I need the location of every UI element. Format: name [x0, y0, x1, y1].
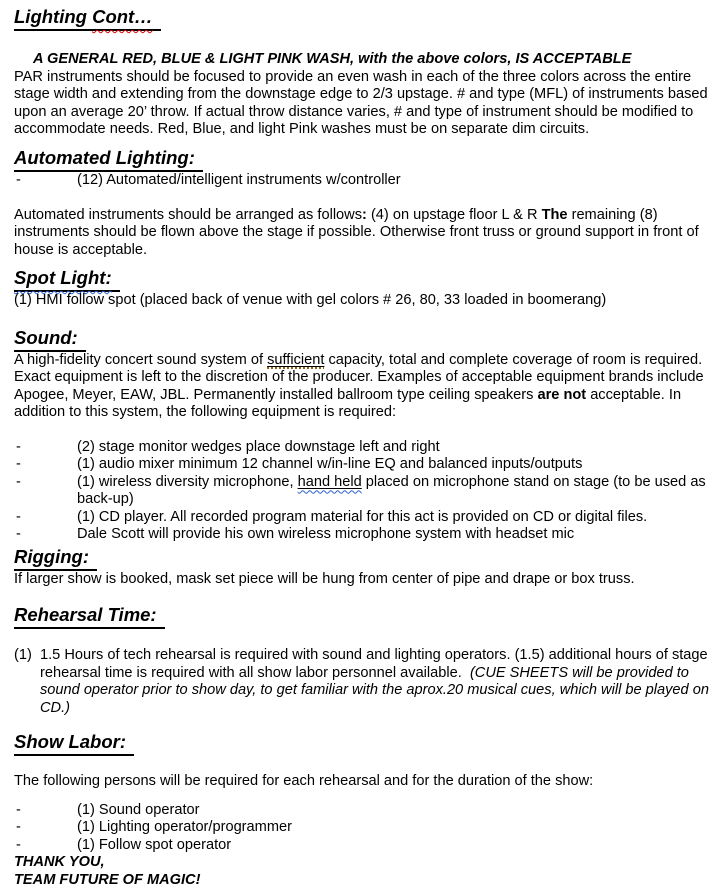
closing-line-team: TEAM FUTURE OF MAGIC! — [14, 872, 714, 889]
heading-text: Show Labor: — [14, 731, 126, 752]
list-item — [14, 474, 714, 509]
list-item-text: (1) Sound operator — [77, 802, 200, 818]
section-heading-rehearsal-time — [14, 604, 714, 629]
list-item — [14, 439, 714, 457]
list-item — [14, 526, 714, 544]
numbered-item-text — [40, 647, 712, 716]
heading-underline — [14, 267, 120, 292]
section-heading-lighting-cont — [14, 6, 714, 31]
automated-paragraph — [14, 207, 714, 260]
section-heading-show-labor — [14, 731, 714, 756]
list-dash: - — [16, 474, 21, 492]
grammar-flagged-phrase: hand held — [298, 474, 362, 490]
list-item-text: Dale Scott will provide his own wireless microphone system with headset mic — [77, 526, 574, 542]
text-run: 1.5 Hours of tech rehearsal is required with sound and lighting operators. (1.5) additional hours of stage rehearsal time is required with all show labor personnel available. — [40, 647, 712, 681]
underlined-word — [267, 352, 324, 368]
heading-underline — [14, 731, 134, 756]
heading-underline — [14, 546, 97, 571]
text-run: A high-fidelity concert sound system of — [14, 352, 267, 368]
heading-underline — [14, 6, 161, 31]
section-heading-automated-lighting — [14, 147, 714, 172]
show-labor-intro: The following persons will be required for each rehearsal and for the duration of the show: — [14, 773, 714, 791]
list-item-text: (1) Follow spot operator — [77, 837, 231, 853]
spot-light-line: (1) HMI follow spot (placed back of venue with gel colors # 26, 80, 33 loaded in boomerang) — [14, 292, 714, 310]
misspelled-word: Cont… — [92, 6, 153, 27]
list-dash: - — [16, 802, 21, 820]
show-labor-list — [14, 802, 714, 855]
heading-underline — [14, 604, 165, 629]
lighting-paragraph: PAR instruments should be focused to provide an even wash in each of the three colors across the entire stage width and extending from the downstage edge to 2/3 upstage. # and type (MFL) of instruments based upon an average 20’ throw. If actual throw distance varies, # and type of instrument should be modified to accommodate needs. Red, Blue, and light Pink washes must be on separate dim circuits. — [14, 69, 714, 139]
list-item-text: (12) Automated/intelligent instruments w/controller — [77, 172, 401, 188]
underlined-phrase — [298, 474, 362, 490]
section-heading-sound — [14, 327, 714, 352]
text-run: (4) on upstage floor L & R — [367, 207, 542, 223]
list-dash: - — [16, 526, 21, 544]
heading-text: Rehearsal Time: — [14, 604, 157, 625]
list-item — [14, 802, 714, 820]
heading-underline — [14, 147, 203, 172]
text-run: remaining (8) instruments should be flown above the stage if possible. Otherwise front truss or ground support in front of house is acceptable. — [14, 207, 699, 258]
list-item-text: (1) audio mixer minimum 12 channel w/in-line EQ and balanced inputs/outputs — [77, 456, 582, 472]
list-item-text — [77, 474, 706, 508]
numbered-item — [14, 647, 714, 717]
sound-paragraph — [14, 352, 714, 422]
bold-run: are not — [537, 387, 586, 403]
list-item-text: (2) stage monitor wedges place downstage left and right — [77, 439, 440, 455]
list-dash: - — [16, 439, 21, 457]
list-item-text: (1) Lighting operator/programmer — [77, 819, 292, 835]
text-run: capacity, total and complete coverage of room is required. Exact equipment is left to the discretion of the producer. Examples of acceptable equipment brands include Apogee, Meyer, EAW, JBL. Permanently installed ballroom type ceiling speakers — [14, 352, 704, 403]
heading-text-grammar-flagged: Spot Light: — [14, 267, 112, 288]
section-heading-spot-light — [14, 267, 714, 292]
bold-run: : — [362, 207, 367, 223]
list-dash: - — [16, 456, 21, 474]
list-item — [14, 509, 714, 527]
list-item-text: (1) CD player. All recorded program material for this act is provided on CD or digital files. — [77, 509, 647, 525]
text-run: Automated instruments should be arranged as follows — [14, 207, 362, 223]
heading-text: Sound: — [14, 327, 78, 348]
heading-text: Lighting — [14, 6, 92, 27]
bold-run: The — [542, 207, 568, 223]
list-item — [14, 456, 714, 474]
section-heading-rigging — [14, 546, 714, 571]
item-number: (1) — [14, 647, 32, 665]
list-dash: - — [16, 172, 21, 190]
heading-text: Automated Lighting: — [14, 147, 195, 168]
list-dash: - — [16, 509, 21, 527]
text-run: acceptable. In addition to this system, the following equipment is required: — [14, 387, 681, 421]
heading-underline — [14, 327, 86, 352]
text-run: placed on microphone stand on stage (to be used as back-up) — [77, 474, 706, 508]
list-dash: - — [16, 837, 21, 855]
list-item — [14, 172, 714, 190]
list-item — [14, 837, 714, 855]
format-flagged-word: sufficient — [267, 352, 324, 368]
list-dash: - — [16, 819, 21, 837]
lighting-subtitle: A GENERAL RED, BLUE & LIGHT PINK WASH, with the above colors, IS ACCEPTABLE — [14, 51, 714, 69]
text-run: (1) wireless diversity microphone, — [77, 474, 298, 490]
heading-text: Rigging: — [14, 546, 89, 567]
list-item — [14, 819, 714, 837]
sound-equipment-list — [14, 439, 714, 544]
closing-line-thank-you: THANK YOU, — [14, 854, 714, 872]
italic-run: (CUE SHEETS will be provided to sound operator prior to show day, to get familiar with the aprox.20 musical cues, which will be played on CD.) — [40, 665, 709, 716]
rigging-paragraph: If larger show is booked, mask set piece will be hung from center of pipe and drape or box truss. — [14, 571, 714, 589]
